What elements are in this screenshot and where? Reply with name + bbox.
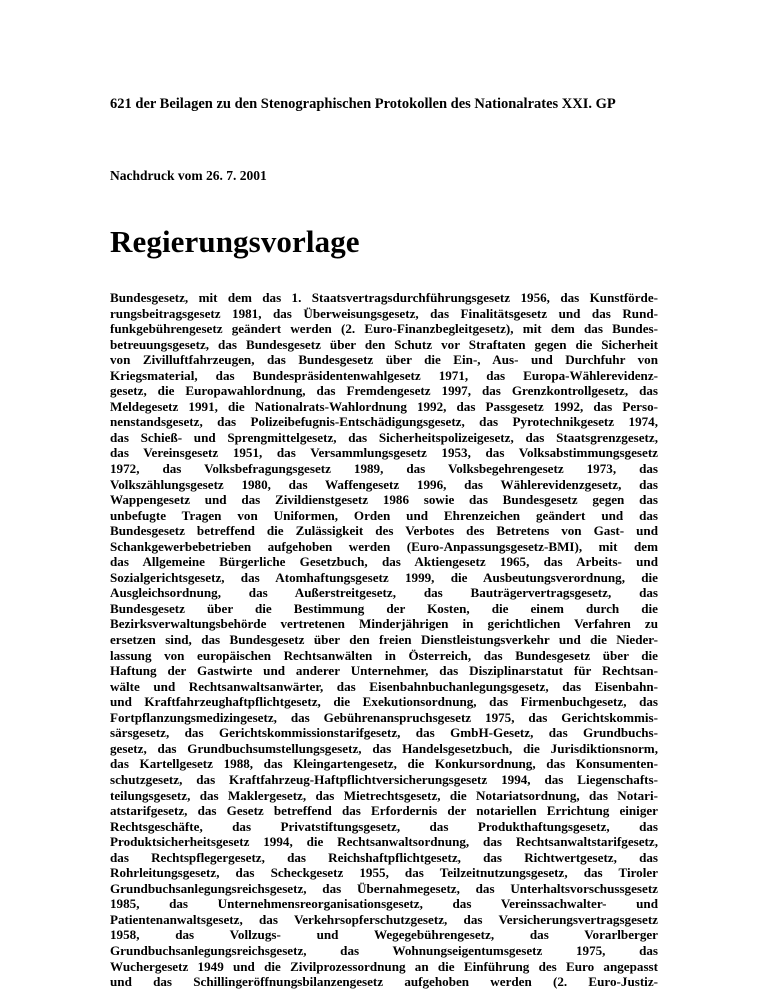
body-line: särsgesetz, das Gerichtskommissionstarifgesetz, das GmbH-Gesetz, das Grundbuchs- — [110, 725, 658, 741]
body-line: das Kartellgesetz 1988, das Kleingartengesetz, die Konkursordnung, das Konsumenten- — [110, 756, 658, 772]
body-line: Grundbuchsanlegungsreichsgesetz, das Wohnungseigentumsgesetz 1975, das — [110, 942, 658, 958]
body-line: Sozialgerichtsgesetz, das Atomhaftungsgesetz 1999, die Ausbeutungsverordnung, die — [110, 569, 658, 585]
body-line: Wuchergesetz 1949 und die Zivilprozessordnung an die Einführung des Euro angepasst — [110, 958, 658, 974]
body-line: Bundesgesetz über die Bestimmung der Kosten, die einem durch die — [110, 600, 658, 616]
body-line: Fortpflanzungsmedizingesetz, das Gebührenanspruchsgesetz 1975, das Gerichtskommis- — [110, 709, 658, 725]
body-line: Schankgewerbebetrieben aufgehoben werden (Euro-Anpassungsgesetz-BMI), mit dem — [110, 538, 658, 554]
body-line: betreuungsgesetz, das Bundesgesetz über den Schutz vor Straftaten gegen die Sicherheit — [110, 336, 658, 352]
page-title: Regierungsvorlage — [110, 224, 360, 259]
body-line: nenstandsgesetz, das Polizeibefugnis-Entschädigungsgesetz, das Pyrotechnikgesetz 1974, — [110, 414, 658, 430]
body-line: atstarifgesetz, das Gesetz betreffend das Erfordernis der notariellen Errichtung einiger — [110, 803, 658, 819]
body-line: funkgebührengesetz geändert werden (2. Euro-Finanzbegleitgesetz), mit dem das Bundes- — [110, 321, 658, 337]
body-line: ersetzen sind, das Bundesgesetz über den freien Dienstleistungsverkehr und die Nieder- — [110, 632, 658, 648]
body-line: von Zivilluftfahrzeugen, das Bundesgesetz über die Ein-, Aus- und Durchfuhr von — [110, 352, 658, 368]
body-line: teilungsgesetz, das Maklergesetz, das Mietrechtsgesetz, die Notariatsordnung, das Notari- — [110, 787, 658, 803]
body-line: das Schieß- und Sprengmittelgesetz, das Sicherheitspolizeigesetz, das Staatsgrenzgesetz, — [110, 429, 658, 445]
body-line: gesetz, das Grundbuchsumstellungsgesetz, das Handelsgesetzbuch, die Jurisdiktionsnorm, — [110, 740, 658, 756]
reprint-date: Nachdruck vom 26. 7. 2001 — [110, 168, 267, 183]
body-line: 1958, das Vollzugs- und Wegegebührengesetz, das Vorarlberger — [110, 927, 658, 943]
body-line: Bezirksverwaltungsbehörde vertretenen Minderjährigen in gerichtlichen Verfahren zu — [110, 616, 658, 632]
body-line: 1972, das Volksbefragungsgesetz 1989, das Volksbegehrengesetz 1973, das — [110, 461, 658, 477]
body-line: das Allgemeine Bürgerliche Gesetzbuch, das Aktiengesetz 1965, das Arbeits- und — [110, 554, 658, 570]
body-line: Patientenanwaltsgesetz, das Verkehrsopferschutzgesetz, das Versicherungsvertragsgesetz — [110, 911, 658, 927]
document-header: 621 der Beilagen zu den Stenographischen Protokollen des Nationalrates XXI. GP — [110, 96, 616, 112]
body-line: rungsbeitragsgesetz 1981, das Überweisungsgesetz, das Finalitätsgesetz und das Rund- — [110, 305, 658, 321]
body-line: Rechtsgeschäfte, das Privatstiftungsgesetz, das Produkthaftungsgesetz, das — [110, 818, 658, 834]
body-line: unbefugte Tragen von Uniformen, Orden und Ehrenzeichen geändert und das — [110, 507, 658, 523]
body-line: Bundesgesetz betreffend die Zulässigkeit des Verbotes des Betretens von Gast- und — [110, 523, 658, 539]
body-line: Meldegesetz 1991, die Nationalrats-Wahlordnung 1992, das Passgesetz 1992, das Perso- — [110, 398, 658, 414]
body-line: das Vereinsgesetz 1951, das Versammlungsgesetz 1953, das Volksabstimmungsgesetz — [110, 445, 658, 461]
body-line: Rohrleitungsgesetz, das Scheckgesetz 1955, das Teilzeitnutzungsgesetz, das Tiroler — [110, 865, 658, 881]
body-line: 1985, das Unternehmensreorganisationsgesetz, das Vereinssachwalter- und — [110, 896, 658, 912]
body-line: Ausgleichsordnung, das Außerstreitgesetz, das Bauträgervertragsgesetz, das — [110, 585, 658, 601]
body-line: Wappengesetz und das Zivildienstgesetz 1986 sowie das Bundesgesetz gegen das — [110, 492, 658, 508]
body-line: Grundbuchsanlegungsreichsgesetz, das Übernahmegesetz, das Unterhaltsvorschussgesetz — [110, 880, 658, 896]
body-line: Kriegsmaterial, das Bundespräsidentenwahlgesetz 1971, das Europa-Wählerevidenz- — [110, 367, 658, 383]
body-line: Haftung der Gastwirte und anderer Unternehmer, das Disziplinarstatut für Rechtsan- — [110, 663, 658, 679]
body-line: lassung von europäischen Rechtsanwälten in Österreich, das Bundesgesetz über die — [110, 647, 658, 663]
body-line: gesetz, die Europawahlordnung, das Fremdengesetz 1997, das Grenzkontrollgesetz, das — [110, 383, 658, 399]
body-line: das Rechtspflegergesetz, das Reichshaftpflichtgesetz, das Richtwertgesetz, das — [110, 849, 658, 865]
body-line: schutzgesetz, das Kraftfahrzeug-Haftpflichtversicherungsgesetz 1994, das Liegenschafts- — [110, 771, 658, 787]
body-line: Bundesgesetz, mit dem das 1. Staatsvertragsdurchführungsgesetz 1956, das Kunstförde- — [110, 290, 658, 305]
body-line: Volkszählungsgesetz 1980, das Waffengesetz 1996, das Wählerevidenzgesetz, das — [110, 476, 658, 492]
body-line: und das Schillingeröffnungsbilanzengesetz aufgehoben werden (2. Euro-Justiz- — [110, 974, 658, 990]
body-line: und Kraftfahrzeughaftpflichtgesetz, die Exekutionsordnung, das Firmenbuchgesetz, das — [110, 694, 658, 710]
body-paragraph — [110, 290, 658, 990]
body-line: Produktsicherheitsgesetz 1994, die Rechtsanwaltsordnung, das Rechtsanwaltstarifgesetz, — [110, 834, 658, 850]
body-line: wälte und Rechtsanwaltsanwärter, das Eisenbahnbuchanlegungsgesetz, das Eisenbahn- — [110, 678, 658, 694]
